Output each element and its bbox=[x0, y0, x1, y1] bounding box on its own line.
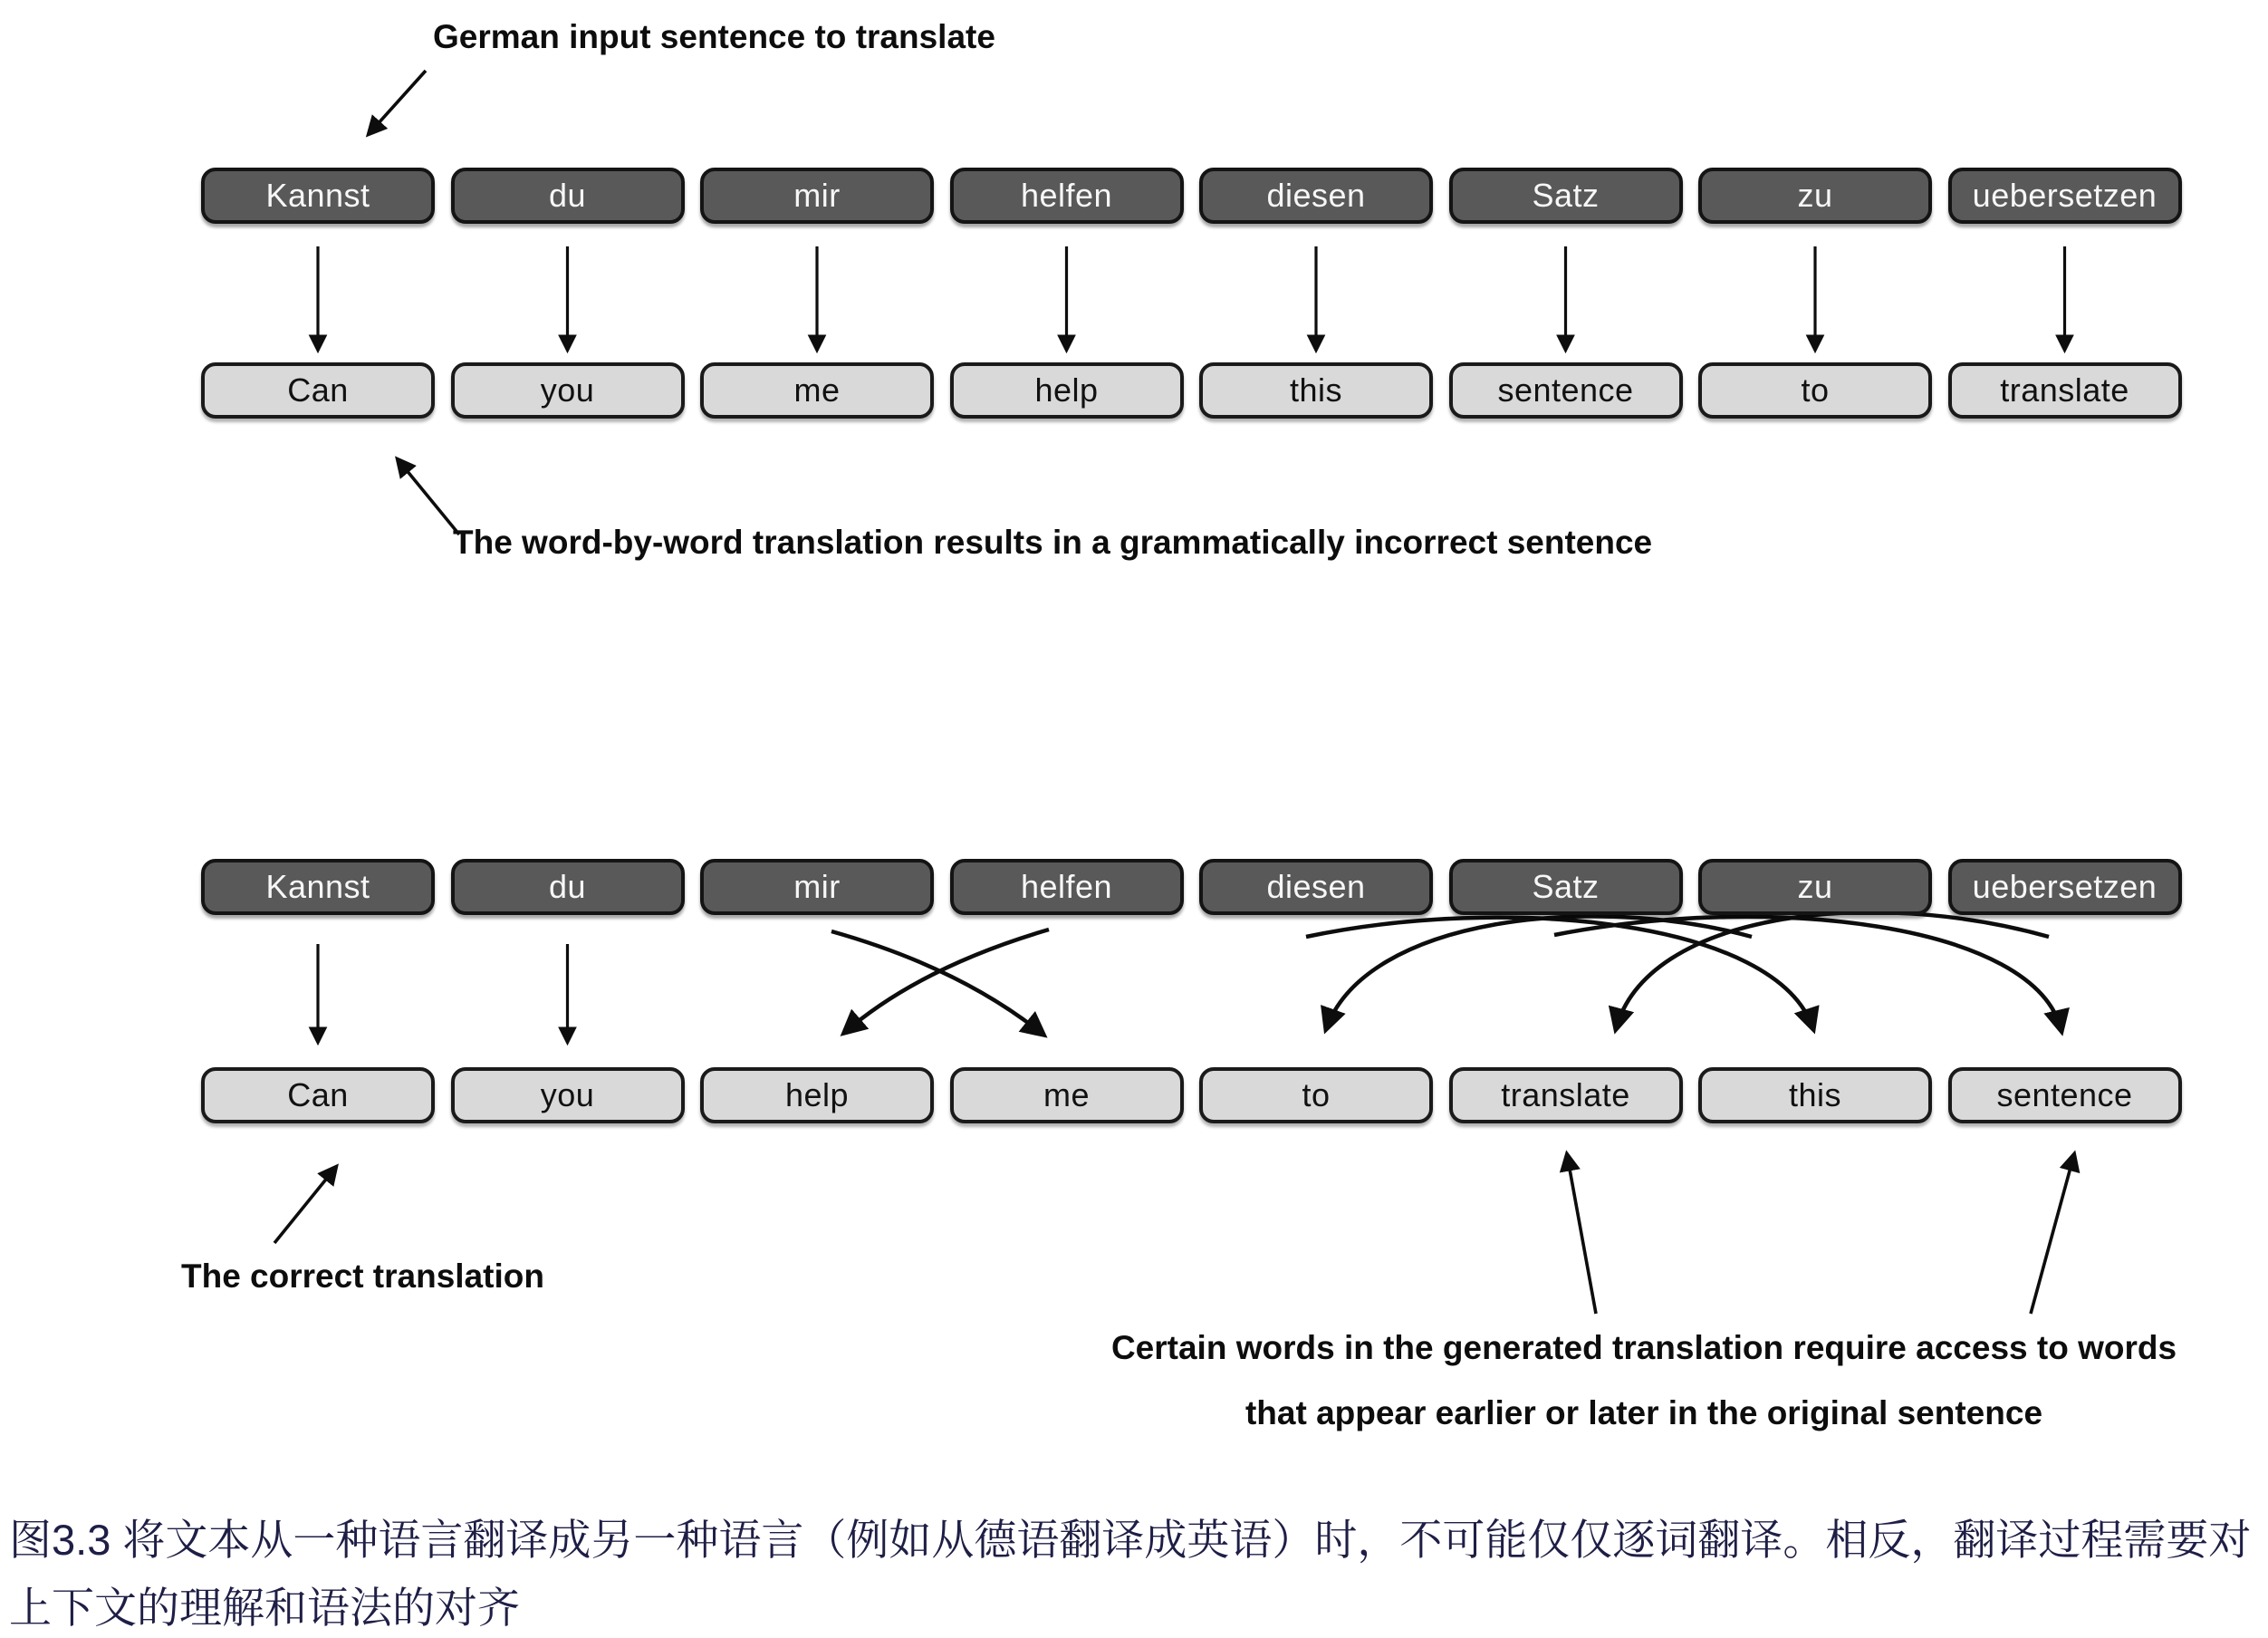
english-pill-help: help bbox=[950, 362, 1184, 419]
english-pill-sentence: sentence bbox=[1449, 362, 1683, 419]
german-pill-mir: mir bbox=[700, 859, 934, 915]
arrow-context-translate bbox=[1567, 1154, 1596, 1314]
german-pill-kannst: Kannst bbox=[201, 859, 435, 915]
german-pill-mir: mir bbox=[700, 168, 934, 224]
english-pill-this: this bbox=[1199, 362, 1433, 419]
german-pill-uebersetzen: uebersetzen bbox=[1948, 859, 2182, 915]
annotation-word-by-word: The word-by-word translation results in a grammatically incorrect sentence bbox=[453, 524, 1653, 561]
annotation-german-input: German input sentence to translate bbox=[433, 18, 995, 55]
german-row-2 bbox=[201, 859, 2203, 915]
english-pill-me: me bbox=[700, 362, 934, 419]
arrow-context-sentence bbox=[2031, 1154, 2074, 1314]
arrow-correct-translation bbox=[274, 1167, 336, 1243]
german-pill-satz: Satz bbox=[1449, 168, 1683, 224]
annotation-context-access-line2: that appear earlier or later in the original sentence bbox=[1245, 1394, 2043, 1431]
annotation-context-access-line1: Certain words in the generated translation require access to words bbox=[1110, 1329, 2177, 1366]
german-pill-satz: Satz bbox=[1449, 859, 1683, 915]
german-row-1 bbox=[201, 168, 2203, 224]
english-pill-help: help bbox=[700, 1067, 934, 1123]
alignment-arrow bbox=[1326, 916, 1752, 1029]
alignment-arrow bbox=[1616, 912, 2049, 1029]
english-pill-translate: translate bbox=[1449, 1067, 1683, 1123]
english-pill-can: Can bbox=[201, 362, 435, 419]
english-pill-sentence: sentence bbox=[1948, 1067, 2182, 1123]
english-pill-translate: translate bbox=[1948, 362, 2182, 419]
german-pill-kannst: Kannst bbox=[201, 168, 435, 224]
german-pill-zu: zu bbox=[1698, 859, 1932, 915]
english-row-2 bbox=[201, 1067, 2203, 1123]
english-pill-you: you bbox=[451, 1067, 685, 1123]
annotation-correct-translation: The correct translation bbox=[181, 1257, 544, 1295]
german-pill-du: du bbox=[451, 859, 685, 915]
english-row-1 bbox=[201, 362, 2203, 419]
german-pill-zu: zu bbox=[1698, 168, 1932, 224]
annotation-context-access bbox=[1051, 1315, 2237, 1446]
german-pill-uebersetzen: uebersetzen bbox=[1948, 168, 2182, 224]
german-pill-du: du bbox=[451, 168, 685, 224]
english-pill-this: this bbox=[1698, 1067, 1932, 1123]
german-pill-diesen: diesen bbox=[1199, 859, 1433, 915]
english-pill-can: Can bbox=[201, 1067, 435, 1123]
english-pill-me: me bbox=[950, 1067, 1184, 1123]
german-pill-helfen: helfen bbox=[950, 859, 1184, 915]
figure-caption: 图3.3 将文本从一种语言翻译成另一种语言（例如从德语翻译成英语）时，不可能仅仅逐词翻译。相反，翻译过程需要对上下文的理解和语法的对齐 bbox=[9, 1516, 2252, 1632]
english-pill-to: to bbox=[1199, 1067, 1433, 1123]
german-pill-diesen: diesen bbox=[1199, 168, 1433, 224]
german-pill-helfen: helfen bbox=[950, 168, 1184, 224]
english-pill-you: you bbox=[451, 362, 685, 419]
arrow-german-input bbox=[369, 71, 426, 134]
arrow-word-by-word bbox=[398, 459, 459, 535]
english-pill-to: to bbox=[1698, 362, 1932, 419]
